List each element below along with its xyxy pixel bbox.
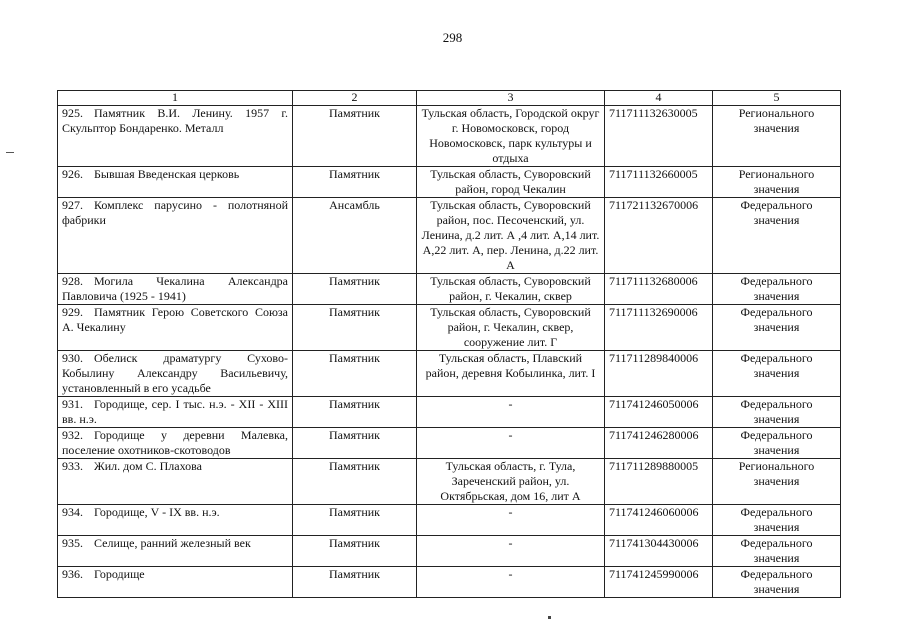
- location-cell: Тульская область, Суворовский район, г. Чекалин, сквер: [417, 274, 605, 305]
- category-cell: Федерального значения: [713, 536, 841, 567]
- registry-number-cell: 711711132680006: [605, 274, 713, 305]
- table-header-row: [58, 91, 841, 106]
- object-type-cell: Ансамбль: [293, 198, 417, 274]
- object-type-cell: Памятник: [293, 351, 417, 397]
- object-type-cell: Памятник: [293, 459, 417, 505]
- object-type-cell: Памятник: [293, 567, 417, 598]
- object-name-cell: [58, 167, 293, 198]
- row-number: 935.: [62, 536, 83, 550]
- category-cell: Регионального значения: [713, 167, 841, 198]
- table-row: [58, 536, 841, 567]
- object-name-cell: [58, 459, 293, 505]
- category-cell: Федерального значения: [713, 567, 841, 598]
- bottom-scan-mark: [548, 616, 551, 619]
- object-name: Памятник Герою Советского Союза А. Чекалину: [62, 305, 288, 334]
- category-cell: Регионального значения: [713, 459, 841, 505]
- category-cell: Регионального значения: [713, 106, 841, 167]
- category-cell: Федерального значения: [713, 505, 841, 536]
- registry-number-cell: 711711289880005: [605, 459, 713, 505]
- object-name: Городище, сер. I тыс. н.э. - XII - XIII вв. н.э.: [62, 397, 288, 426]
- margin-scan-mark: [6, 152, 14, 153]
- registry-number-cell: 711711132630005: [605, 106, 713, 167]
- row-number: 936.: [62, 567, 83, 581]
- table-row: [58, 198, 841, 274]
- object-name-cell: [58, 397, 293, 428]
- location-cell: -: [417, 397, 605, 428]
- category-cell: Федерального значения: [713, 274, 841, 305]
- row-number: 933.: [62, 459, 83, 473]
- object-name: Могила Чекалина Александра Павловича (1925 - 1941): [62, 274, 288, 303]
- object-name: Селище, ранний железный век: [94, 536, 251, 550]
- object-name: Городище: [94, 567, 145, 581]
- table-row: [58, 428, 841, 459]
- registry-number-cell: 711741246280006: [605, 428, 713, 459]
- row-number: 930.: [62, 351, 83, 365]
- object-name: Памятник В.И. Ленину. 1957 г. Скульптор Бондаренко. Металл: [62, 106, 288, 135]
- heritage-registry-table: [57, 90, 841, 598]
- row-number: 926.: [62, 167, 83, 181]
- column-header-5: 5: [713, 91, 841, 106]
- table-row: [58, 397, 841, 428]
- column-header-3: 3: [417, 91, 605, 106]
- object-name-cell: [58, 274, 293, 305]
- location-cell: Тульская область, Суворовский район, г. Чекалин, сквер, сооружение лит. Г: [417, 305, 605, 351]
- column-header-1: 1: [58, 91, 293, 106]
- object-name-cell: [58, 505, 293, 536]
- registry-number-cell: 711741246060006: [605, 505, 713, 536]
- object-type-cell: Памятник: [293, 536, 417, 567]
- table-row: [58, 351, 841, 397]
- registry-number-cell: 711711132660005: [605, 167, 713, 198]
- category-cell: Федерального значения: [713, 397, 841, 428]
- object-name-cell: [58, 351, 293, 397]
- table-row: [58, 567, 841, 598]
- category-cell: Федерального значения: [713, 428, 841, 459]
- location-cell: Тульская область, Суворовский район, пос. Песоченский, ул. Ленина, д.2 лит. А ,4 лит. А,14 лит. А,22 лит. А, пер. Ленина, д.22 лит. А: [417, 198, 605, 274]
- location-cell: -: [417, 505, 605, 536]
- category-cell: Федерального значения: [713, 351, 841, 397]
- object-name-cell: [58, 567, 293, 598]
- object-type-cell: Памятник: [293, 428, 417, 459]
- object-type-cell: Памятник: [293, 305, 417, 351]
- page-number: 298: [442, 30, 463, 45]
- table-row: [58, 167, 841, 198]
- location-cell: Тульская область, Городской округ г. Новомосковск, город Новомосковск, парк культуры и отдыха: [417, 106, 605, 167]
- row-number: 925.: [62, 106, 83, 120]
- table-row: [58, 459, 841, 505]
- object-type-cell: Памятник: [293, 106, 417, 167]
- location-cell: -: [417, 428, 605, 459]
- table-row: [58, 274, 841, 305]
- registry-number-cell: 711721132670006: [605, 198, 713, 274]
- table-row: [58, 305, 841, 351]
- object-type-cell: Памятник: [293, 397, 417, 428]
- table-row: [58, 505, 841, 536]
- object-name: Жил. дом С. Плахова: [94, 459, 202, 473]
- row-number: 931.: [62, 397, 83, 411]
- row-number: 928.: [62, 274, 83, 288]
- object-name: Городище, V - IX вв. н.э.: [94, 505, 220, 519]
- registry-number-cell: 711741246050006: [605, 397, 713, 428]
- object-name-cell: [58, 305, 293, 351]
- registry-number-cell: 711711132690006: [605, 305, 713, 351]
- row-number: 932.: [62, 428, 83, 442]
- object-name: Городище у деревни Малевка, поселение охотников-скотоводов: [62, 428, 288, 457]
- object-name: Бывшая Введенская церковь: [94, 167, 240, 181]
- location-cell: Тульская область, г. Тула, Зареченский район, ул. Октябрьская, дом 16, лит А: [417, 459, 605, 505]
- object-type-cell: Памятник: [293, 167, 417, 198]
- object-name: Комплекс парусино - полотняной фабрики: [62, 198, 288, 227]
- table-row: [58, 106, 841, 167]
- row-number: 927.: [62, 198, 83, 212]
- column-header-2: 2: [293, 91, 417, 106]
- row-number: 934.: [62, 505, 83, 519]
- object-name-cell: [58, 428, 293, 459]
- object-name-cell: [58, 536, 293, 567]
- registry-number-cell: 711741245990006: [605, 567, 713, 598]
- location-cell: Тульская область, Плавский район, деревня Кобылинка, лит. I: [417, 351, 605, 397]
- category-cell: Федерального значения: [713, 198, 841, 274]
- category-cell: Федерального значения: [713, 305, 841, 351]
- row-number: 929.: [62, 305, 83, 319]
- registry-number-cell: 711711289840006: [605, 351, 713, 397]
- location-cell: Тульская область, Суворовский район, город Чекалин: [417, 167, 605, 198]
- column-header-4: 4: [605, 91, 713, 106]
- object-name-cell: [58, 106, 293, 167]
- object-name-cell: [58, 198, 293, 274]
- location-cell: -: [417, 567, 605, 598]
- object-type-cell: Памятник: [293, 274, 417, 305]
- location-cell: -: [417, 536, 605, 567]
- object-name: Обелиск драматургу Сухово-Кобылину Александру Васильевичу, установленный в его усадьбе: [62, 351, 288, 395]
- registry-number-cell: 711741304430006: [605, 536, 713, 567]
- object-type-cell: Памятник: [293, 505, 417, 536]
- table-body: [58, 106, 841, 598]
